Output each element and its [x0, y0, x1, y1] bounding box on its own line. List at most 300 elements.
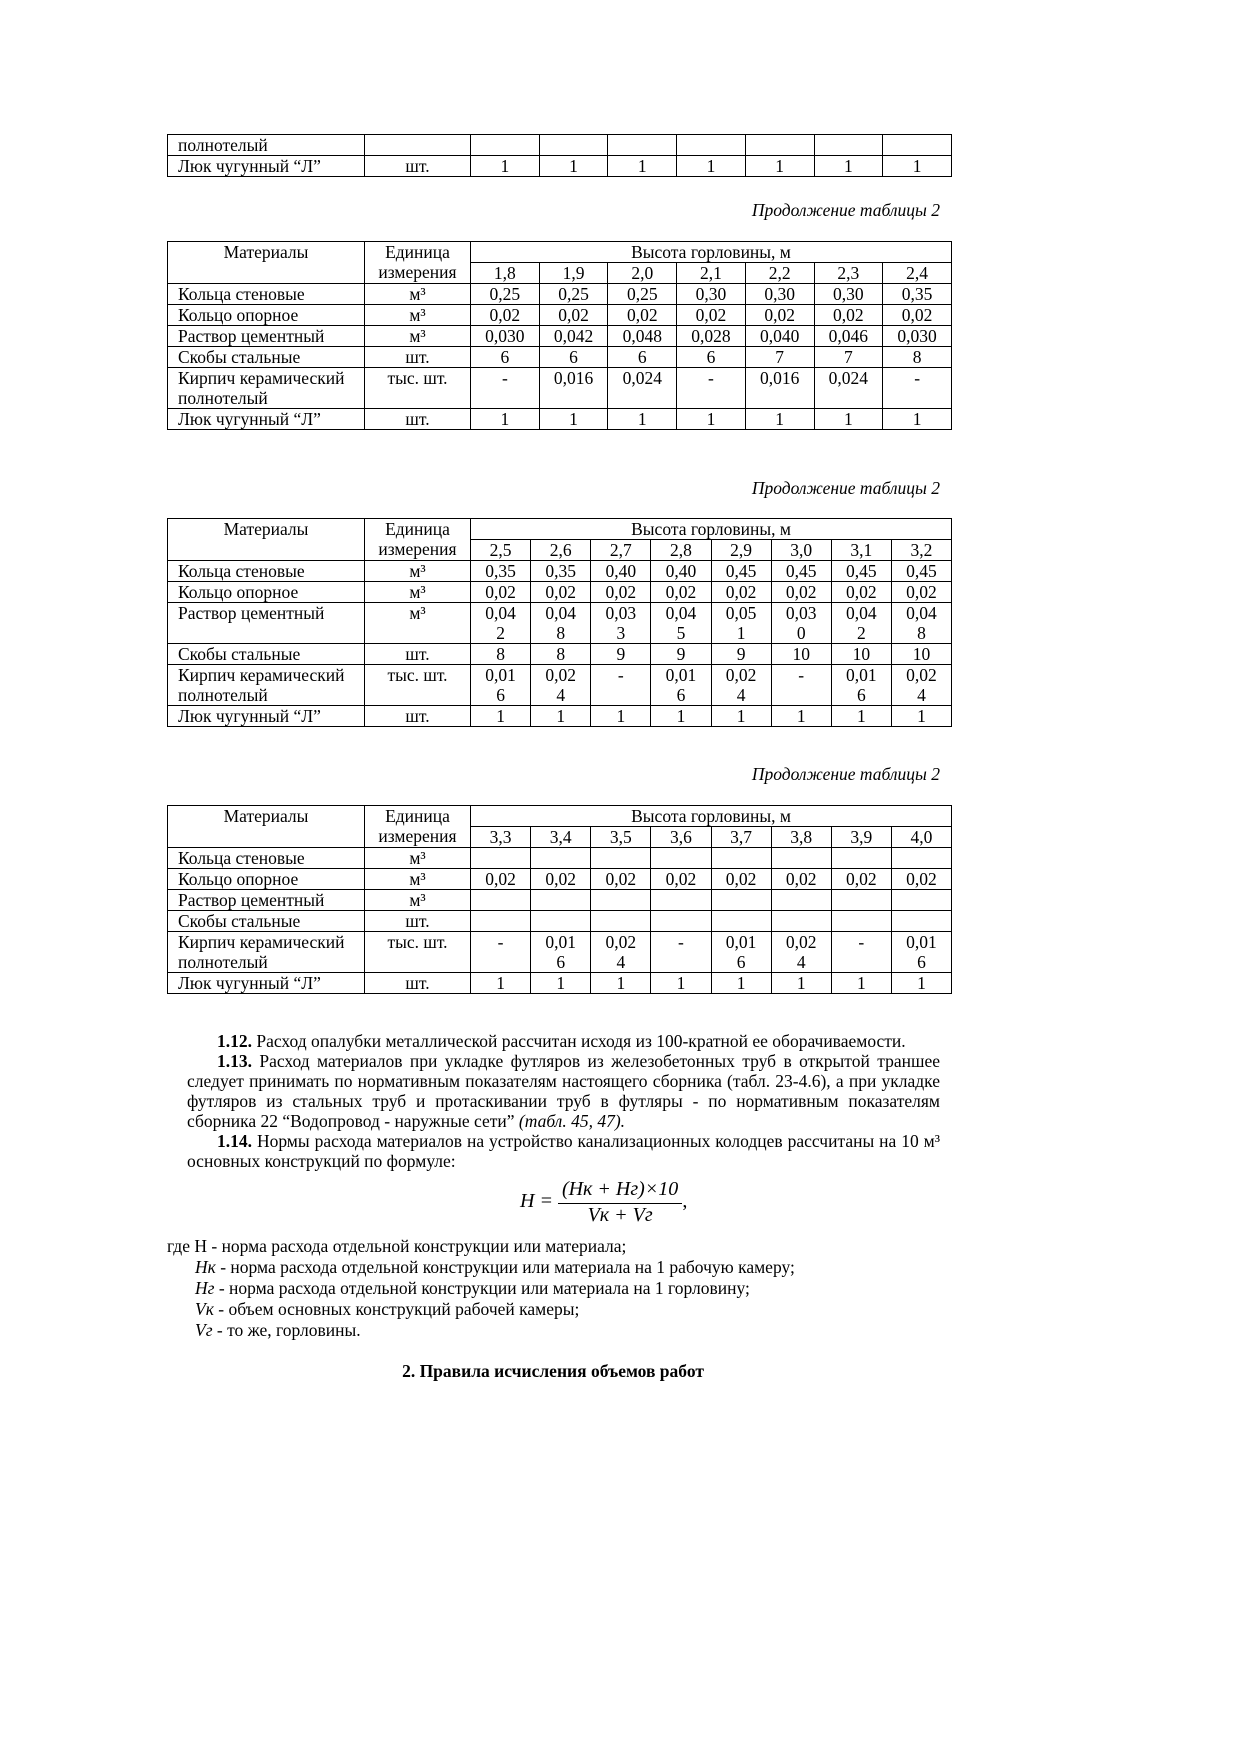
value-cell: [891, 911, 951, 932]
value-cell-text: -: [798, 665, 805, 685]
unit-cell: [365, 644, 471, 665]
value-cell: [471, 561, 531, 582]
header-unit-line1-text: Единица: [385, 519, 450, 539]
material-cell: [168, 156, 365, 177]
value-cell-text: 0,02: [485, 869, 516, 889]
unit-cell: [365, 932, 471, 973]
value-cell: [591, 561, 651, 582]
value-cell: [711, 890, 771, 911]
value-cell-text: 1: [912, 409, 922, 429]
value-cell-text: 0,45: [846, 561, 877, 581]
value-cell: [531, 561, 591, 582]
value-cell: [531, 911, 591, 932]
value-cell: [891, 869, 951, 890]
unit-cell-text: м³: [409, 326, 426, 346]
height-value: [711, 540, 771, 561]
table-row: [168, 582, 952, 603]
value-cell-text: 0,02: [785, 869, 817, 889]
value-cell: [771, 890, 831, 911]
value-cell: [651, 848, 711, 869]
height-value: [471, 540, 531, 561]
material-cell: [168, 932, 365, 973]
paragraph-1-12: [187, 1031, 940, 1051]
value-cell: [471, 347, 540, 368]
height-value: [471, 827, 531, 848]
value-cell: [831, 890, 891, 911]
formula-numerator: (Hк + Hг)×10: [558, 1178, 682, 1204]
value-cell-text: 0,046: [828, 326, 869, 346]
table-row: [168, 644, 952, 665]
value-cell: [591, 869, 651, 890]
material-cell: [168, 911, 365, 932]
value-cell: [471, 368, 540, 409]
value-cell: [831, 644, 891, 665]
unit-cell: [365, 284, 471, 305]
height-value-text: 1,8: [493, 263, 516, 283]
unit-cell: [365, 305, 471, 326]
unit-cell: [365, 347, 471, 368]
material-cell: [168, 326, 365, 347]
value-cell-text: -: [617, 665, 624, 685]
header-materials-text: Материалы: [223, 806, 309, 826]
value-cell: [883, 326, 952, 347]
unit-cell-text: тыс. шт.: [387, 665, 448, 685]
value-cell-text: 1: [569, 156, 578, 176]
where-text: - объем основных конструкций рабочей камеры;: [213, 1299, 580, 1319]
value-cell-text: 0,024: [622, 368, 662, 388]
where-text: - норма расхода отдельной конструкции или материала на 1 горловину;: [214, 1278, 750, 1298]
value-cell-text: 1: [637, 156, 647, 176]
value-cell-text: 0,024: [725, 665, 757, 705]
unit-cell: [365, 156, 471, 177]
value-cell-text: 0,02: [489, 305, 521, 325]
value-cell: [608, 305, 677, 326]
value-cell: [677, 135, 746, 156]
value-cell: [591, 603, 651, 644]
value-cell: [771, 644, 831, 665]
where-text: где H - норма расхода отдельной конструкции или материала;: [167, 1236, 627, 1256]
value-cell: [531, 869, 591, 890]
paragraph-number: 1.14.: [217, 1131, 252, 1151]
value-cell: [891, 644, 951, 665]
value-cell: [531, 603, 591, 644]
value-cell-text: 8: [496, 644, 505, 664]
header-materials-text: Материалы: [223, 242, 309, 262]
value-cell: [471, 305, 540, 326]
value-cell-text: 1: [796, 973, 806, 993]
value-cell: [471, 973, 531, 994]
value-cell: [651, 932, 711, 973]
materials-table-1: [167, 241, 952, 430]
height-value-text: 3,9: [850, 827, 873, 847]
material-cell: [168, 368, 365, 409]
value-cell: [651, 706, 711, 727]
height-value-text: 3,2: [910, 540, 933, 560]
value-cell-text: 0,35: [901, 284, 933, 304]
value-cell-text: -: [497, 932, 504, 952]
height-value-text: 2,6: [549, 540, 572, 560]
value-cell-text: 1: [775, 156, 785, 176]
material-cell: [168, 305, 365, 326]
material-cell: [168, 409, 365, 430]
value-cell-text: 0,016: [485, 665, 516, 705]
value-cell: [591, 890, 651, 911]
value-cell: [831, 932, 891, 973]
height-value-text: 2,2: [768, 263, 791, 283]
value-cell: [814, 409, 883, 430]
where-symbol: Vг: [195, 1320, 213, 1340]
formula: [520, 1178, 687, 1227]
value-cell-text: 0,02: [545, 869, 576, 889]
value-cell: [711, 848, 771, 869]
value-cell-text: 0,028: [691, 326, 731, 346]
height-value: [531, 827, 591, 848]
unit-cell-text: м³: [409, 582, 426, 602]
header-row: [168, 242, 952, 263]
value-cell-text: 1: [775, 409, 785, 429]
table-row: [168, 706, 952, 727]
value-cell: [814, 135, 883, 156]
table-row: [168, 326, 952, 347]
height-value: [891, 827, 951, 848]
value-cell-text: 0,45: [906, 561, 937, 581]
value-cell-text: 10: [912, 644, 931, 664]
value-cell-text: 0,02: [906, 869, 937, 889]
value-cell-text: -: [678, 932, 684, 952]
unit-cell: [365, 326, 471, 347]
value-cell-text: 0,016: [553, 368, 594, 388]
unit-cell: [365, 409, 471, 430]
value-cell-text: 0,042: [485, 603, 516, 643]
header-height: [471, 519, 952, 540]
formula-comma: ,: [682, 1190, 688, 1213]
value-cell-text: 0,02: [626, 305, 658, 325]
material-cell-text: Скобы стальные: [178, 911, 301, 931]
unit-cell-text: м³: [409, 603, 426, 623]
value-cell: [711, 706, 771, 727]
value-cell: [831, 561, 891, 582]
value-cell-text: 1: [496, 973, 505, 993]
header-unit-line2-text: измерения: [378, 826, 457, 846]
value-cell-text: 0,016: [545, 932, 576, 972]
value-cell-text: 0,02: [785, 582, 817, 602]
value-cell-text: 0,40: [605, 561, 637, 581]
unit-cell-text: шт.: [405, 156, 430, 176]
height-value-text: 1,9: [562, 263, 585, 283]
value-cell-text: 1: [676, 706, 686, 726]
value-cell: [883, 347, 952, 368]
value-cell: [471, 869, 531, 890]
unit-cell-text: м³: [409, 284, 426, 304]
value-cell: [608, 284, 677, 305]
value-cell-text: 1: [843, 156, 853, 176]
value-cell: [711, 582, 771, 603]
value-cell-text: 0,048: [545, 603, 576, 643]
value-cell-text: 1: [917, 973, 926, 993]
value-cell-text: 6: [500, 347, 510, 367]
height-value: [891, 540, 951, 561]
unit-cell-text: тыс. шт.: [387, 368, 448, 388]
value-cell: [539, 409, 608, 430]
value-cell-text: 9: [616, 644, 626, 664]
value-cell: [831, 665, 891, 706]
value-cell-text: 0,02: [846, 582, 877, 602]
formula-fraction: [558, 1178, 682, 1227]
section-heading: 2. Правила исчисления объемов работ: [402, 1361, 704, 1381]
value-cell: [745, 368, 814, 409]
value-cell-text: -: [708, 368, 714, 388]
value-cell: [651, 644, 711, 665]
height-value: [531, 540, 591, 561]
value-cell: [883, 135, 952, 156]
value-cell-text: 1: [843, 409, 853, 429]
material-cell: [168, 347, 365, 368]
height-value: [651, 540, 711, 561]
height-value-text: 3,7: [730, 827, 752, 847]
where-line: [195, 1278, 750, 1298]
value-cell: [591, 644, 651, 665]
height-value: [771, 540, 831, 561]
header-materials: [168, 806, 365, 848]
value-cell-text: 6: [637, 347, 647, 367]
unit-cell-text: шт.: [405, 409, 430, 429]
material-cell-text: Люк чугунный “Л”: [178, 973, 321, 993]
value-cell: [531, 848, 591, 869]
value-cell-text: 0,35: [485, 561, 516, 581]
header-unit-line1: [367, 519, 468, 539]
value-cell: [814, 347, 883, 368]
value-cell: [711, 603, 771, 644]
height-value: [771, 827, 831, 848]
value-cell-text: 0,030: [897, 326, 937, 346]
value-cell-text: 1: [556, 973, 566, 993]
unit-cell-text: шт.: [405, 347, 430, 367]
height-value-text: 2,5: [489, 540, 512, 560]
value-cell: [891, 973, 951, 994]
value-cell: [814, 326, 883, 347]
table-row: [168, 368, 952, 409]
table-row: [168, 911, 952, 932]
unit-cell-text: тыс. шт.: [387, 932, 448, 952]
value-cell: [771, 561, 831, 582]
value-cell: [651, 911, 711, 932]
unit-cell-text: шт.: [405, 644, 430, 664]
materials-table-2: [167, 518, 952, 727]
value-cell-text: 1: [676, 973, 686, 993]
material-cell-text: Кольцо опорное: [178, 305, 299, 325]
material-cell-text: Кольца стеновые: [178, 284, 305, 304]
paragraph-1-13: [187, 1051, 940, 1131]
table-row: [168, 890, 952, 911]
materials-table-3: [167, 805, 952, 994]
paragraph-text: Расход опалубки металлической рассчитан исходя из 100-кратной ее оборачиваемости.: [252, 1031, 906, 1051]
table-row: [168, 848, 952, 869]
value-cell-text: 1: [856, 706, 866, 726]
value-cell: [591, 706, 651, 727]
value-cell: [831, 706, 891, 727]
where-line: [195, 1257, 795, 1277]
material-cell: [168, 665, 365, 706]
value-cell: [771, 932, 831, 973]
value-cell-text: 0,016: [665, 665, 697, 705]
value-cell: [651, 561, 711, 582]
height-value-text: 3,5: [609, 827, 632, 847]
height-value-text: 2,7: [609, 540, 632, 560]
value-cell: [471, 911, 531, 932]
material-cell-text: Раствор цементный: [178, 890, 325, 910]
value-cell: [608, 156, 677, 177]
value-cell-text: 0,02: [846, 869, 877, 889]
value-cell: [831, 582, 891, 603]
material-cell-text: Кольцо опорное: [178, 582, 299, 602]
height-value-text: 2,8: [670, 540, 692, 560]
value-cell-text: 6: [569, 347, 578, 367]
value-cell: [677, 156, 746, 177]
height-value: [591, 540, 651, 561]
value-cell-text: 1: [616, 706, 626, 726]
value-cell: [745, 156, 814, 177]
value-cell: [531, 890, 591, 911]
material-cell: [168, 869, 365, 890]
height-value-text: 3,6: [670, 827, 692, 847]
value-cell-text: 0,02: [605, 582, 637, 602]
where-line: [167, 1236, 626, 1256]
value-cell-text: 0,024: [906, 665, 937, 705]
material-cell: [168, 890, 365, 911]
value-cell-text: 0,016: [759, 368, 800, 388]
body-text: [187, 1031, 940, 1171]
value-cell-text: 0,02: [665, 869, 697, 889]
value-cell: [471, 326, 540, 347]
header-unit: [365, 806, 471, 848]
value-cell: [539, 305, 608, 326]
value-cell: [711, 911, 771, 932]
table-caption: Продолжение таблицы 2: [751, 764, 940, 784]
value-cell-text: 0,045: [665, 603, 697, 643]
value-cell: [539, 368, 608, 409]
header-materials-text: Материалы: [223, 519, 309, 539]
material-cell-text: Кольцо опорное: [178, 869, 299, 889]
header-unit: [365, 242, 471, 284]
table-row: [168, 603, 952, 644]
value-cell-text: 0,30: [695, 284, 727, 304]
value-cell: [831, 848, 891, 869]
value-cell-text: 0,02: [545, 582, 576, 602]
value-cell-text: 9: [736, 644, 746, 664]
value-cell: [891, 561, 951, 582]
value-cell-text: 0,016: [846, 665, 877, 705]
value-cell: [771, 848, 831, 869]
value-cell-text: 1: [796, 706, 806, 726]
value-cell: [531, 973, 591, 994]
value-cell: [539, 347, 608, 368]
height-value-text: 3,1: [850, 540, 873, 560]
value-cell-text: 0,016: [906, 932, 937, 972]
table-row: [168, 305, 952, 326]
value-cell: [591, 848, 651, 869]
value-cell-text: 1: [496, 706, 505, 726]
value-cell: [531, 665, 591, 706]
unit-cell: [365, 973, 471, 994]
material-cell-text: Раствор цементный: [178, 603, 325, 623]
material-cell-text: Кирпич керамический полнотелый: [178, 368, 345, 408]
header-height-text: Высота горловины, м: [631, 519, 791, 539]
value-cell: [471, 582, 531, 603]
value-cell-text: 0,02: [725, 869, 757, 889]
value-cell: [677, 409, 746, 430]
height-value: [591, 827, 651, 848]
header-row: [168, 519, 952, 540]
value-cell-text: 9: [676, 644, 686, 664]
header-height: [471, 806, 952, 827]
value-cell: [745, 135, 814, 156]
value-cell: [745, 347, 814, 368]
value-cell: [831, 603, 891, 644]
table-reference: (табл. 45, 47).: [518, 1111, 626, 1131]
formula-denominator: Vк + Vг: [587, 1204, 653, 1226]
value-cell: [608, 326, 677, 347]
unit-cell-text: м³: [409, 890, 426, 910]
height-value: [814, 263, 883, 284]
value-cell: [651, 603, 711, 644]
value-cell: [883, 284, 952, 305]
value-cell: [891, 848, 951, 869]
value-cell-text: 0,02: [695, 305, 727, 325]
material-cell-text: Скобы стальные: [178, 644, 301, 664]
value-cell-text: 0,024: [785, 932, 817, 972]
paragraph-number: 1.12.: [217, 1031, 252, 1051]
material-cell: [168, 135, 365, 156]
header-unit-line2: [367, 262, 468, 282]
header-materials: [168, 242, 365, 284]
value-cell-text: 8: [912, 347, 922, 367]
value-cell: [591, 582, 651, 603]
value-cell-text: 0,45: [785, 561, 817, 581]
unit-cell: [365, 706, 471, 727]
where-line: [195, 1299, 579, 1319]
value-cell: [745, 326, 814, 347]
value-cell-text: 0,35: [545, 561, 576, 581]
value-cell: [608, 409, 677, 430]
table-row: [168, 347, 952, 368]
header-unit: [365, 519, 471, 561]
value-cell-text: 0,02: [665, 582, 697, 602]
height-value-text: 2,4: [906, 263, 929, 283]
where-symbol: Vк: [195, 1299, 214, 1319]
header-materials: [168, 519, 365, 561]
value-cell: [471, 890, 531, 911]
paragraph-number: 1.13.: [217, 1051, 252, 1071]
value-cell-text: 7: [843, 347, 853, 367]
value-cell: [608, 135, 677, 156]
value-cell: [471, 644, 531, 665]
where-symbol: Hк: [195, 1257, 216, 1277]
height-value-text: 4,0: [910, 827, 933, 847]
material-cell: [168, 644, 365, 665]
paragraph-text: Расход материалов при укладке футляров из железобетонных труб в открытой траншее следует принимать по нормативным показателям настоящего сборника (табл. 23-4.6), а при укладке футляров из стальных труб и протаскивании труб в футляры - по нормативным показателям сборника 22 “Водопровод - наружные сети”: [187, 1051, 940, 1131]
value-cell-text: 6: [706, 347, 716, 367]
value-cell: [471, 603, 531, 644]
value-cell: [883, 305, 952, 326]
value-cell-text: 0,042: [553, 326, 594, 346]
value-cell: [883, 368, 952, 409]
material-cell: [168, 848, 365, 869]
value-cell: [745, 409, 814, 430]
value-cell-text: 0,033: [605, 603, 637, 643]
table-row: [168, 409, 952, 430]
value-cell-text: 10: [852, 644, 871, 664]
material-cell-text: Люк чугунный “Л”: [178, 156, 321, 176]
